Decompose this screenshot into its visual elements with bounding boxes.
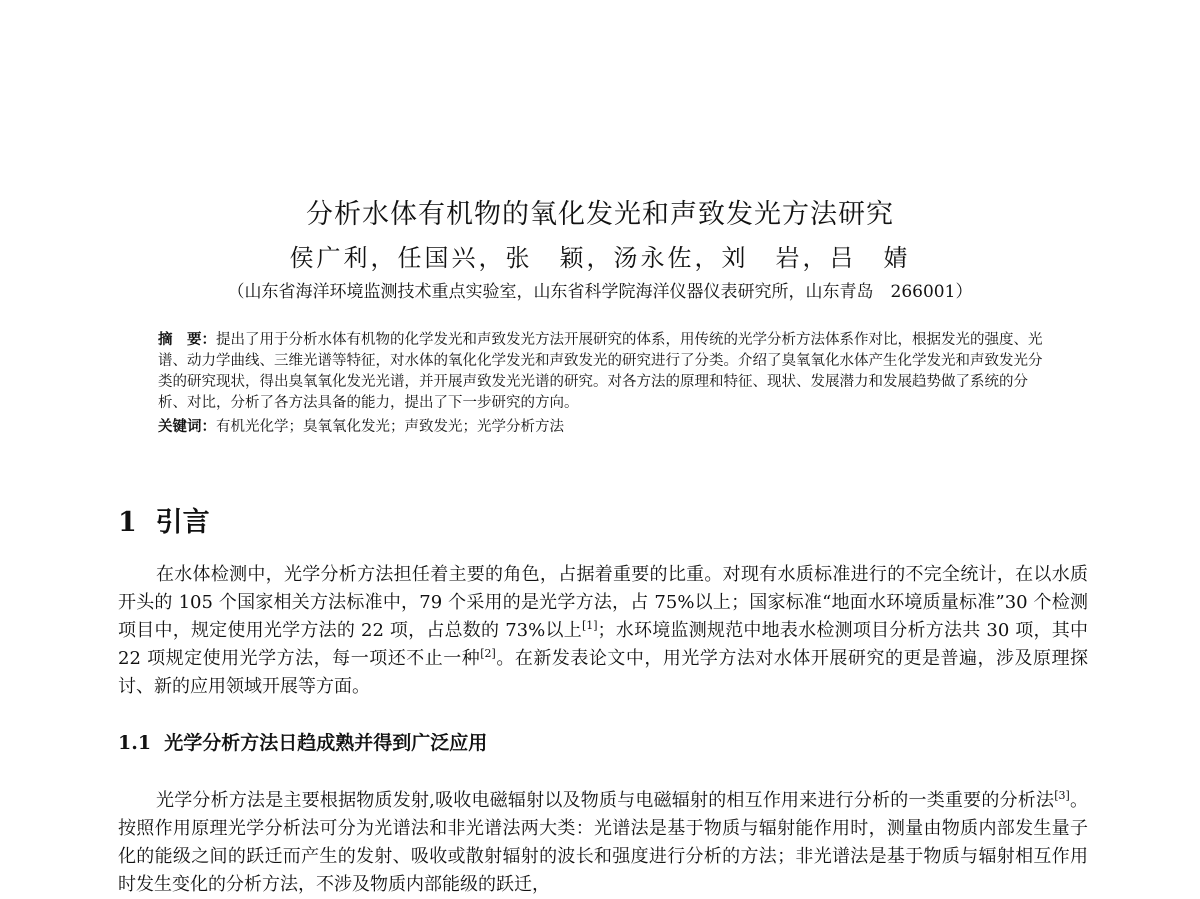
abstract-text: 提出了用于分析水体有机物的化学发光和声致发光方法开展研究的体系，用传统的光学分析方法体系作对比，根据发光的强度、光谱、动力学曲线、三维光谱等特征，对水体的氧化化学发光和声致发光的研究进行了分类。介绍了臭氧氧化水体产生化学发光和声致发光分类的研究现状，得出臭氧氧化发光光谱，并开展声致发光光谱的研究。对各方法的原理和特征、现状、发展潜力和发展趋势做了系统的分析、对比，分析了各方法具备的能力，提出了下一步研究的方向。 — [158, 332, 1043, 411]
subsection-paragraph — [118, 787, 1088, 899]
paragraph-text: 光学分析方法是主要根据物质发射,吸收电磁辐射以及物质与电磁辐射的相互作用来进行分析的一类重要的分析法 — [156, 790, 1055, 811]
abstract-label: 摘 要： — [158, 332, 216, 348]
keywords-label: 关键词： — [158, 419, 216, 435]
paragraph-text: 。在新发表论文中，用光学方法对水体开展研究的更是普遍，涉及原理探讨、新的应用领域开展等方面。 — [118, 648, 1089, 697]
paper-title: 分析水体有机物的氧化发光和声致发光方法研究 — [306, 199, 894, 230]
paragraph-text: ；水环境监测规范中地表水检测项目分析方法共 30 项，其中 22 项规定使用光学方法，每一项还不止一种 — [118, 620, 1088, 669]
paragraph-text: 。按照作用原理光学分析法可分为光谱法和非光谱法两大类：光谱法是基于物质与辐射能作用时，测量由物质内部发生量子化的能级之间的跃迁而产生的发射、吸收或散射辐射的波长和强度进行分析的方法；非光谱法是基于物质与辐射相互作用时发生变化的分析方法，不涉及物质内部能级的跃迁， — [118, 790, 1089, 895]
affiliation: （山东省海洋环境监测技术重点实验室，山东省科学院海洋仪器仪表研究所，山东青岛 266001） — [227, 282, 973, 302]
abstract-paragraph — [158, 330, 1048, 414]
section-number: 1 — [118, 507, 137, 538]
abstract-block — [158, 330, 1048, 438]
citation-ref-2[interactable]: [2] — [480, 647, 496, 660]
citation-ref-3[interactable]: [3] — [1054, 789, 1070, 802]
section-heading-introduction — [118, 500, 210, 539]
paragraph-text: 在水体检测中，光学分析方法担任着主要的角色，占据着重要的比重。对现有水质标准进行的不完全统计，在以水质开头的 105 个国家相关方法标准中，79 个采用的是光学方法，占 75%以上；国家标准“地面水环境质量标准”30 个检测项目中，规定使用光学方法的 22 项，占总数的 73%以上 — [118, 564, 1088, 641]
author-list: 侯广利，任国兴，张 颖，汤永佐，刘 岩，吕 婧 — [289, 244, 911, 272]
section-title: 引言 — [155, 507, 210, 538]
subsection-heading — [118, 728, 487, 755]
keywords-line — [158, 417, 1048, 438]
keywords-text: 有机光化学；臭氧氧化发光；声致发光；光学分析方法 — [216, 419, 564, 435]
intro-paragraph — [118, 561, 1088, 701]
subsection-title: 光学分析方法日趋成熟并得到广泛应用 — [164, 732, 488, 754]
subsection-number: 1.1 — [118, 732, 152, 754]
citation-ref-1[interactable]: [1] — [581, 619, 598, 632]
